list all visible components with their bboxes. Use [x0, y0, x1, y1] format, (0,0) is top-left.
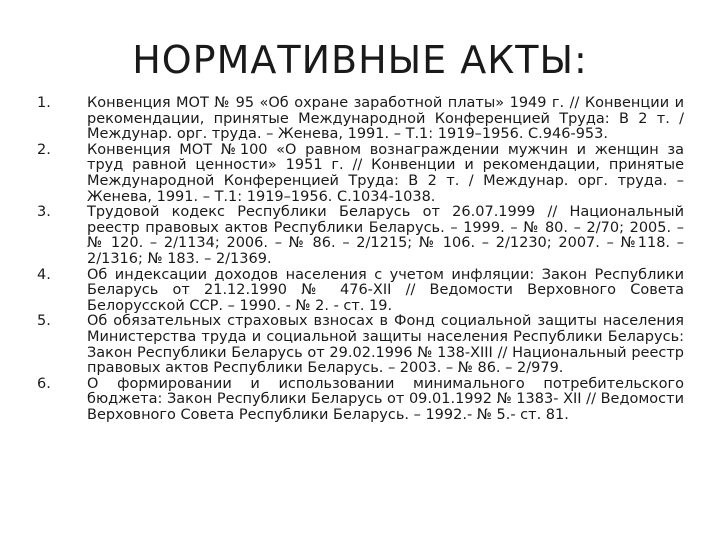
list-item: [34, 143, 684, 205]
slide-title: НОРМАТИВНЫЕ АКТЫ:: [132, 38, 588, 82]
list-item-number: 2.: [37, 141, 51, 158]
list-item-text: Конвенция МОТ № 95 «Об охране заработной платы» 1949 г. // Конвенции и рекомендации, принятые Международной Конференцией Труда: В 2 т. / Междунар. орг. труда. – Женева, 1991. – Т.1: 1919–1956. С.946-953.: [87, 95, 684, 143]
list-item-number: 4.: [37, 266, 51, 283]
list-item-text: Трудовой кодекс Республики Беларусь от 26.07.1999 // Национальный реестр правовых актов Республики Беларусь. – 1999. – № 80. – 2/70; 2005. – № 120. – 2/1134; 2006. – № 86. – 2/1215; № 106. – 2/1230; 2007. – №118. – 2/1316; № 183. – 2/1369.: [87, 204, 684, 267]
list-item: [34, 268, 684, 315]
list-item-text: Об индексации доходов населения с учетом инфляции: Закон Республики Беларусь от 21.12.1990 № 476-XII // Ведомости Верховного Совета Белорусской ССР. – 1990. - № 2. - ст. 19.: [87, 266, 684, 314]
list-item-text: Об обязательных страховых взносах в Фонд социальной защиты населения Министерства труда и социальной защиты населения Республики Беларусь: Закон Республики Беларусь от 29.02.1996 № 138-XIII // Национальный реестр правовых актов Республики Беларусь. – 2003. – № 86. – 2/979.: [87, 313, 684, 377]
list-item-number: 6.: [37, 375, 51, 392]
normative-acts-list: [34, 96, 684, 423]
list-item-text: О формировании и использовании минимального потребительского бюджета: Закон Республики Беларусь от 09.01.1992 № 1383- XII // Ведомости Верховного Совета Республики Беларусь. – 1992.- № 5.- ст. 81.: [87, 375, 684, 423]
list-item-number: 1.: [37, 95, 51, 111]
list-item: [34, 96, 684, 143]
list-item: [34, 377, 684, 424]
list-item: [34, 205, 684, 267]
list-item-text: Конвенция МОТ №100 «О равном вознаграждении мужчин и женщин за труд равной ценности» 1951 г. // Конвенции и рекомендации, принятые Международной Конференцией Труда: В 2 т. / Междунар. орг. труда. – Женева, 1991. – Т.1: 1919–1956. С.1034-1038.: [87, 141, 684, 205]
list-item-number: 3.: [37, 204, 51, 221]
list-item-number: 5.: [37, 313, 51, 330]
list-item: [34, 314, 684, 376]
